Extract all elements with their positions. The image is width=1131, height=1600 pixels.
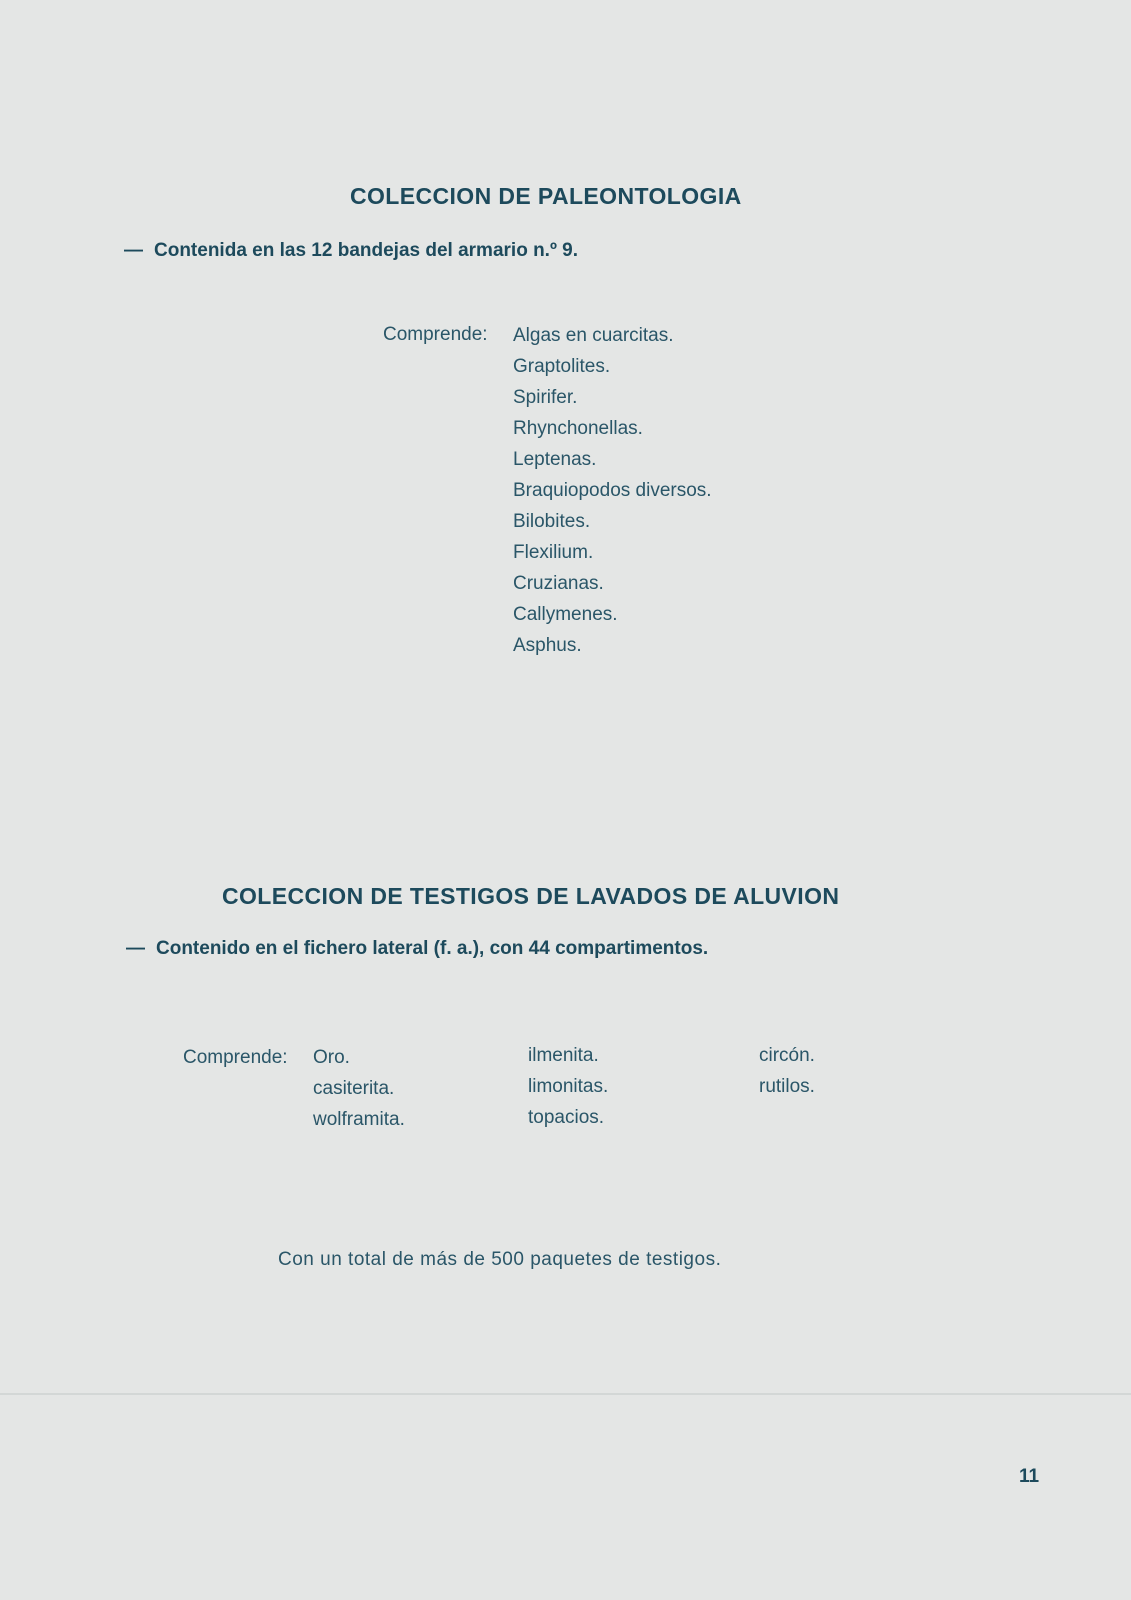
paleontologia-location <box>124 240 578 262</box>
paleontologia-title: COLECCION DE PALEONTOLOGIA <box>350 183 742 209</box>
aluvion-location-text: Contenido en el fichero lateral (f. a.), con 44 compartimentos. <box>156 938 709 959</box>
list-item: Spirifer. <box>513 387 578 408</box>
list-item: limonitas. <box>528 1076 609 1097</box>
aluvion-title: COLECCION DE TESTIGOS DE LAVADOS DE ALUVION <box>222 883 840 909</box>
list-item: wolframita. <box>313 1109 405 1130</box>
list-item: circón. <box>759 1045 815 1066</box>
list-item: topacios. <box>528 1107 605 1128</box>
paleontologia-comprende-label: Comprende: <box>383 324 488 345</box>
page-fold-line <box>0 1393 1131 1395</box>
list-item: Flexilium. <box>513 542 594 563</box>
list-item: Rhynchonellas. <box>513 418 643 439</box>
aluvion-column-3 <box>759 1040 815 1102</box>
aluvion-column-2 <box>528 1040 608 1133</box>
list-item: Graptolites. <box>513 356 611 377</box>
list-item: Oro. <box>313 1047 350 1068</box>
list-item: Braquiopodos diversos. <box>513 480 712 501</box>
aluvion-total-note: Con un total de más de 500 paquetes de testigos. <box>278 1249 722 1270</box>
paleontologia-location-text: Contenida en las 12 bandejas del armario n.º 9. <box>154 240 579 261</box>
list-item: Bilobites. <box>513 511 591 532</box>
list-item: ilmenita. <box>528 1045 599 1066</box>
aluvion-column-1 <box>313 1042 405 1135</box>
list-item: casiterita. <box>313 1078 395 1099</box>
aluvion-comprende-label: Comprende: <box>183 1047 288 1068</box>
paleontologia-item-list <box>513 320 712 661</box>
list-item: Algas en cuarcitas. <box>513 325 674 346</box>
list-item: Callymenes. <box>513 604 618 625</box>
list-item: rutilos. <box>759 1076 815 1097</box>
list-item: Leptenas. <box>513 449 597 470</box>
page-number: 11 <box>1019 1466 1040 1487</box>
aluvion-location <box>126 938 708 960</box>
list-item: Asphus. <box>513 635 582 656</box>
list-item: Cruzianas. <box>513 573 604 594</box>
dash-marker: — <box>124 240 143 261</box>
dash-marker: — <box>126 938 145 959</box>
